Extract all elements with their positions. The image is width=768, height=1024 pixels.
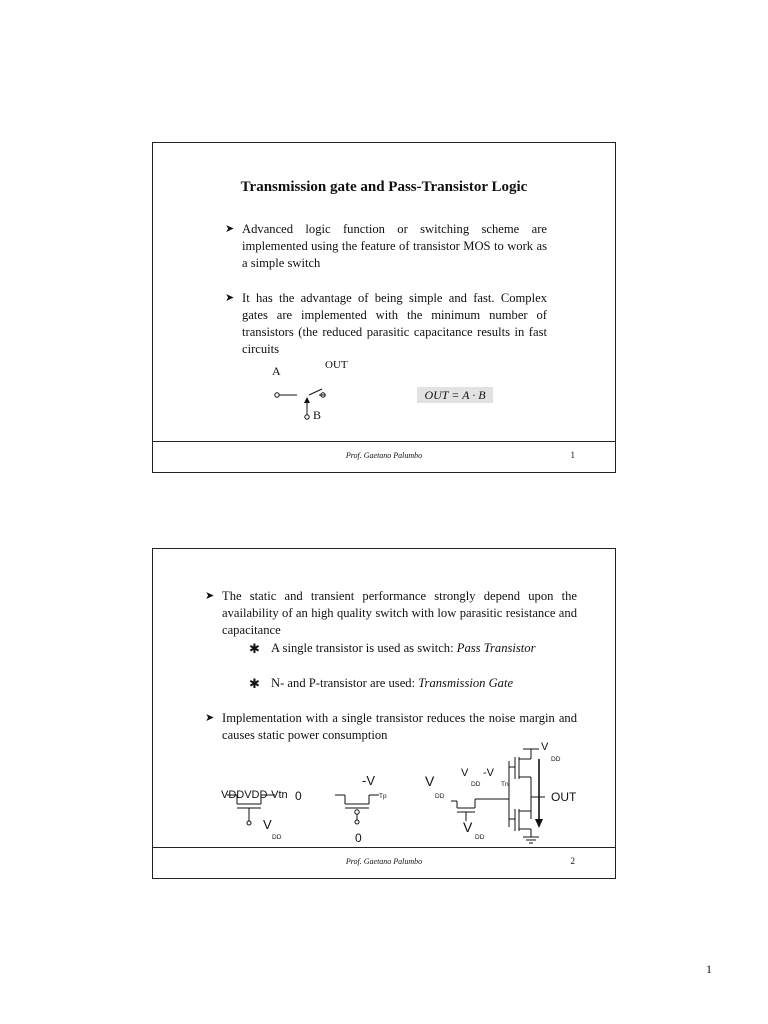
- sub-emphasis: Transmission Gate: [418, 676, 514, 690]
- dd-subscript: DD: [475, 834, 485, 841]
- label-b: B: [313, 408, 322, 422]
- minus-v-label: -V: [362, 773, 375, 788]
- label-a: A: [272, 364, 281, 378]
- vdd-vtn-label: VDDVDD-Vtn: [221, 789, 288, 801]
- slide-footer: [153, 847, 615, 878]
- sub-text: N- and P-transistor are used:: [271, 676, 419, 690]
- slide-footer: [153, 441, 615, 472]
- slide-number: 1: [570, 450, 575, 460]
- arrowhead-bullet-icon: ➤: [205, 712, 215, 724]
- v-label: V: [461, 767, 469, 779]
- v-label: V: [263, 817, 272, 832]
- dd-subscript: DD: [435, 793, 445, 800]
- v-label: V: [541, 741, 549, 753]
- zero-label: 0: [355, 831, 362, 845]
- bullet-text: Advanced logic function or switching scheme are implemented using the feature of transistor MOS to work as a simple switch: [242, 222, 547, 270]
- pmos-pass-circuit: [335, 795, 379, 824]
- asterisk-bullet-icon: ✱: [249, 676, 260, 691]
- sub-text: A single transistor is used as switch:: [271, 641, 457, 655]
- minus-v-label: -V: [483, 767, 494, 779]
- dd-subscript: DD: [471, 781, 481, 788]
- footer-author: Prof. Gaetano Palumbo: [345, 451, 423, 460]
- arrowhead-bullet-icon: ➤: [225, 223, 235, 235]
- switch-diagram: [153, 143, 617, 474]
- slide-1: [152, 142, 616, 473]
- tn-subscript: Tn: [501, 781, 509, 788]
- transistor-circuits: [153, 549, 617, 880]
- bullet-text: The static and transient performance strongly depend upon the availability of an high quality switch with low parasitic resistance and capacitance: [222, 589, 577, 637]
- slide-2: [152, 548, 616, 879]
- bullet-text: It has the advantage of being simple and fast. Complex gates are implemented with the minimum number of transistors (the reduced parasitic capacitance results in fast circuits: [242, 291, 547, 356]
- v-label: V: [425, 773, 435, 789]
- slide-title: Transmission gate and Pass-Transistor Logic: [240, 179, 528, 195]
- bullet-text: Implementation with a single transistor reduces the noise margin and causes static power consumption: [222, 711, 577, 742]
- dd-subscript: DD: [551, 756, 561, 763]
- zero-label: 0: [295, 789, 302, 803]
- label-out: OUT: [325, 359, 348, 371]
- and-formula: OUT = A · B: [417, 387, 493, 403]
- out-label: OUT: [551, 790, 577, 804]
- arrowhead-bullet-icon: ➤: [205, 590, 215, 602]
- v-label: V: [463, 819, 473, 835]
- arrowhead-bullet-icon: ➤: [225, 292, 235, 304]
- dd-subscript: DD: [272, 834, 282, 841]
- asterisk-bullet-icon: ✱: [249, 641, 260, 656]
- slide-number: 2: [570, 856, 575, 866]
- tp-subscript: Tp: [379, 793, 387, 800]
- footer-author: Prof. Gaetano Palumbo: [345, 857, 423, 866]
- page-number: 1: [706, 962, 712, 976]
- sub-emphasis: Pass Transistor: [456, 641, 536, 655]
